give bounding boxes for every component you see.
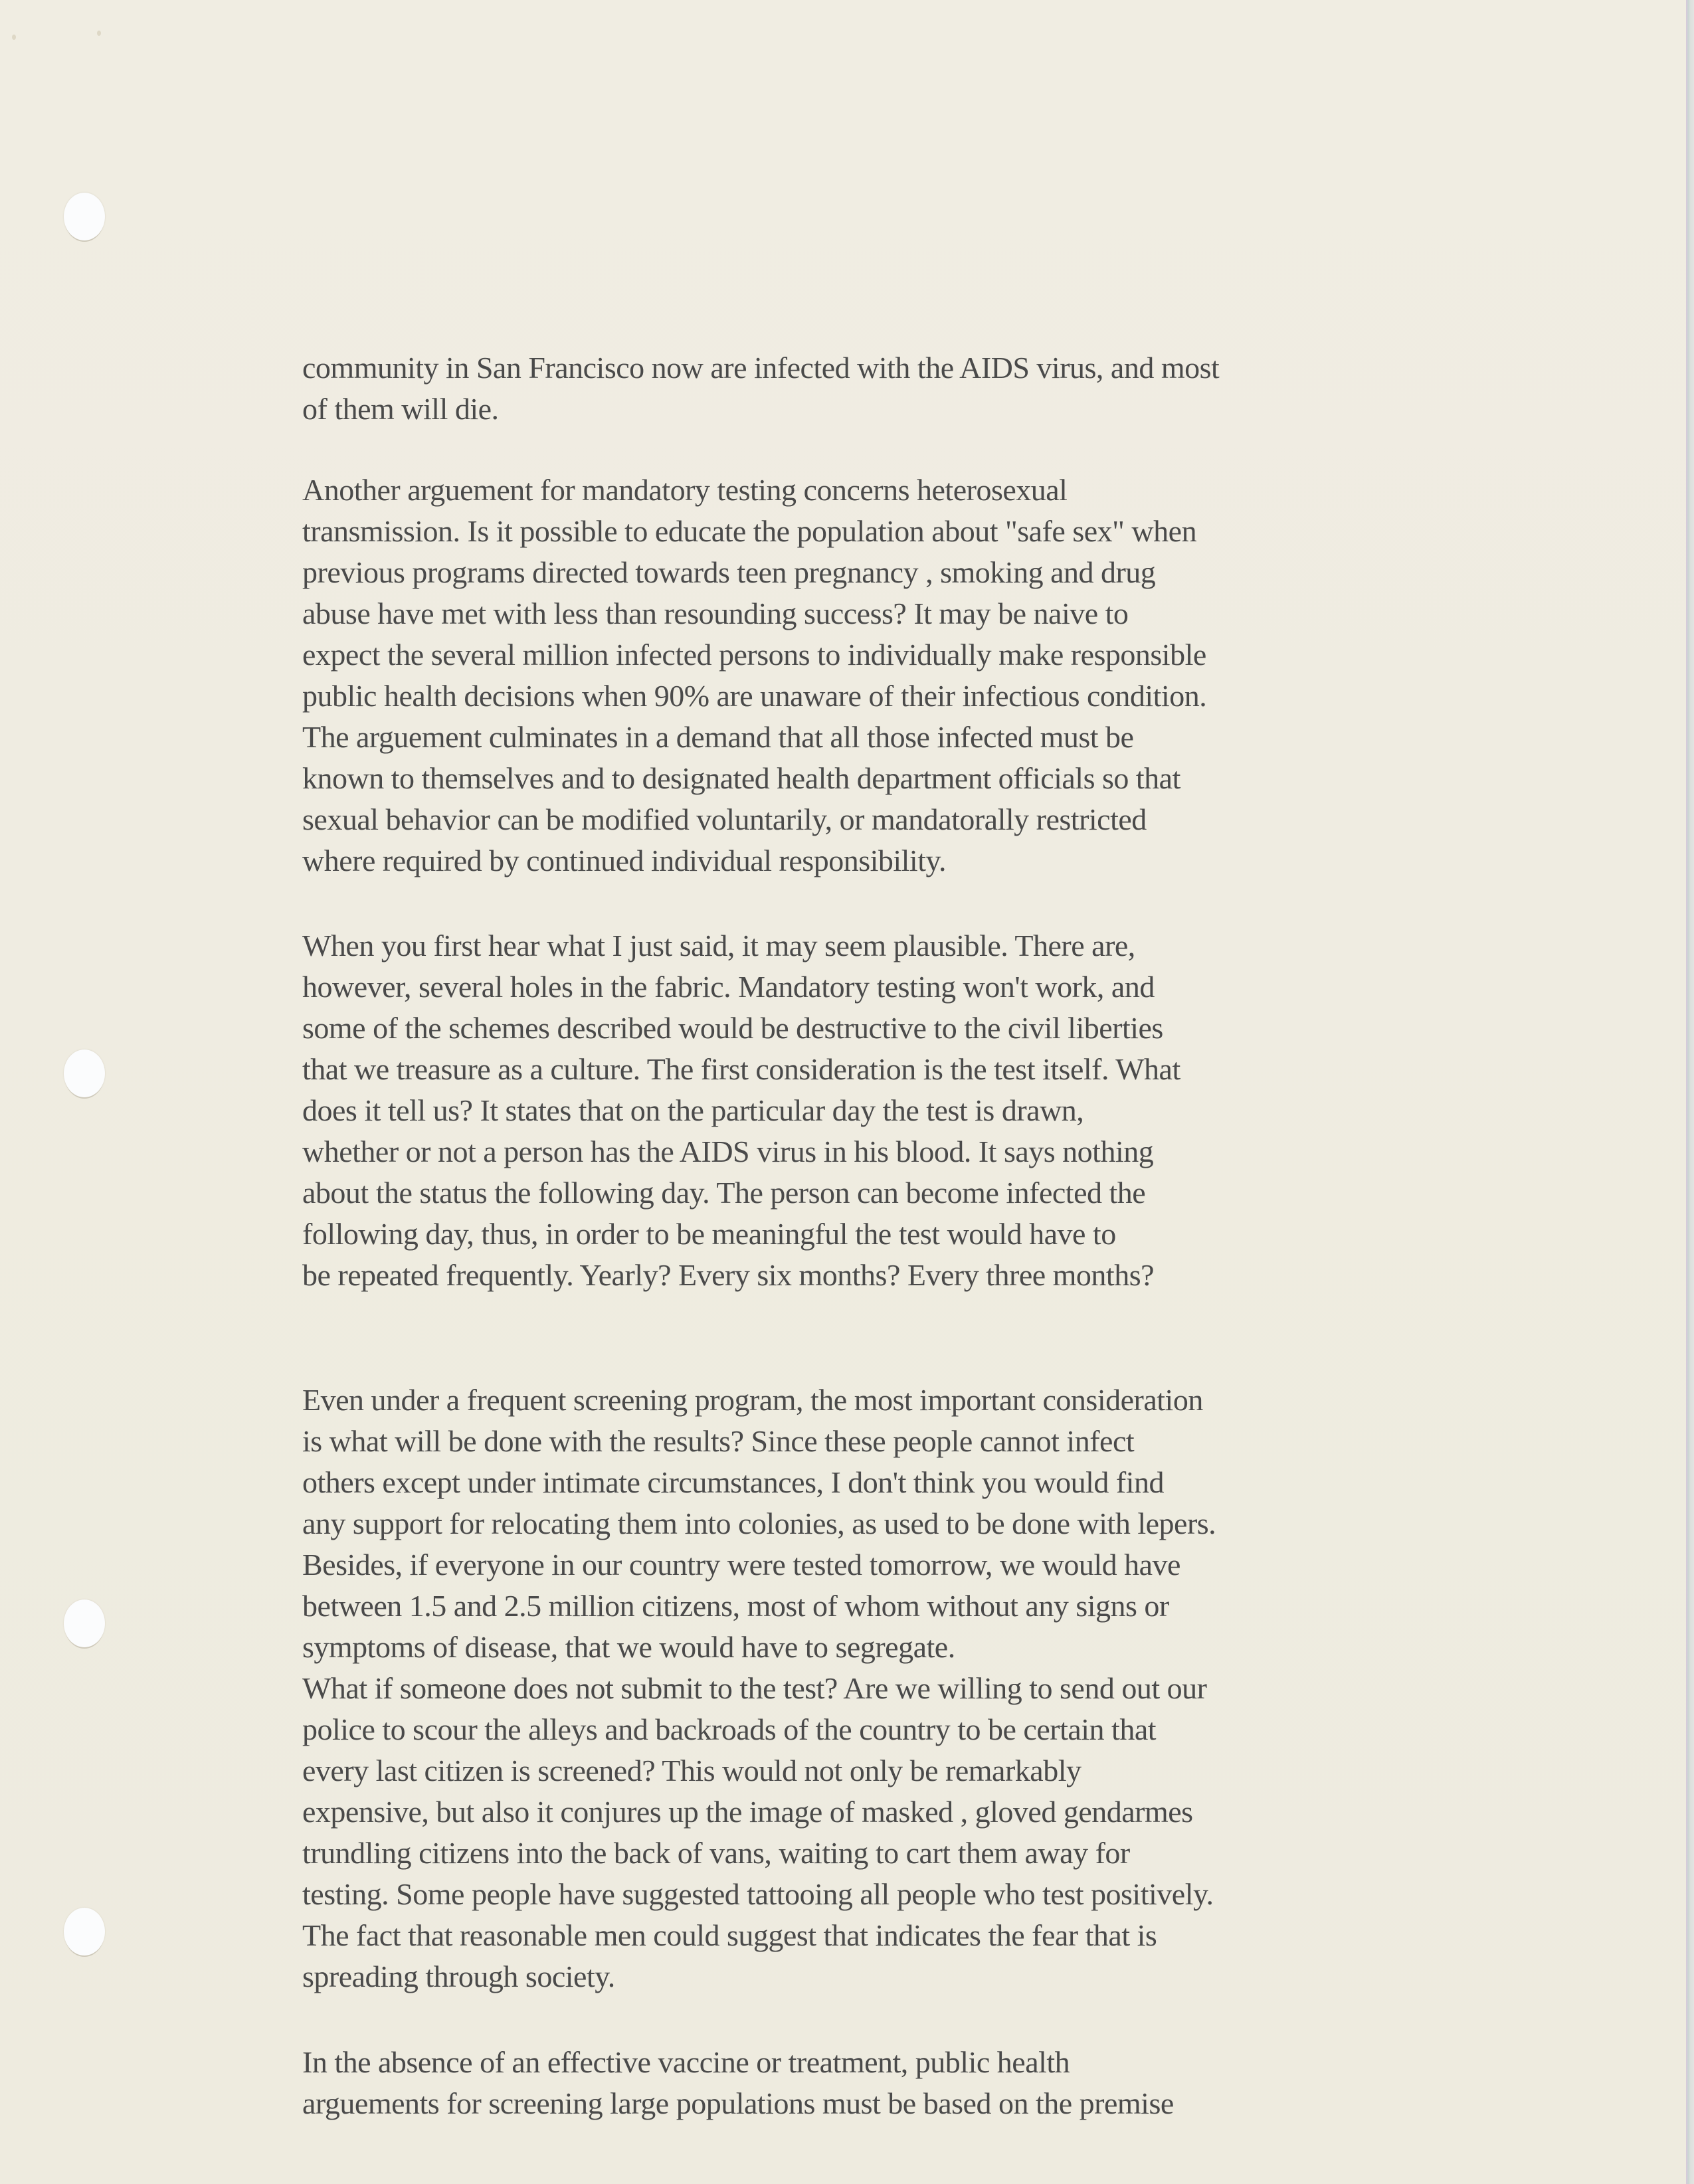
- text-line: The arguement culminates in a demand that all those infected must be: [302, 720, 1134, 754]
- text-line: sexual behavior can be modified voluntarily, or mandatorally restricted: [302, 802, 1147, 836]
- text-line: Another arguement for mandatory testing concerns heterosexual: [302, 473, 1068, 507]
- text-line: between 1.5 and 2.5 million citizens, most of whom without any signs or: [302, 1589, 1169, 1623]
- text-line: where required by continued individual responsibility.: [302, 844, 947, 877]
- text-line: about the status the following day. The person can become infected the: [302, 1176, 1146, 1210]
- text-line: arguements for screening large populations must be based on the premise: [302, 2086, 1174, 2120]
- text-line: Besides, if everyone in our country were tested tomorrow, we would have: [302, 1548, 1180, 1582]
- text-line: transmission. Is it possible to educate the population about "safe sex" when: [302, 514, 1197, 548]
- text-line: known to themselves and to designated health department officials so that: [302, 761, 1180, 795]
- text-line: testing. Some people have suggested tattooing all people who test positively.: [302, 1877, 1214, 1911]
- text-line: be repeated frequently. Yearly? Every six months? Every three months?: [302, 1258, 1155, 1292]
- punch-hole: [64, 1599, 105, 1647]
- text-line: is what will be done with the results? Since these people cannot infect: [302, 1424, 1135, 1458]
- punch-hole: [64, 1049, 105, 1097]
- text-line: symptoms of disease, that we would have to segregate.: [302, 1630, 955, 1664]
- paragraph-5: [302, 2042, 1498, 2124]
- text-line: police to scour the alleys and backroads of the country to be certain that: [302, 1712, 1157, 1746]
- text-line: whether or not a person has the AIDS virus in his blood. It says nothing: [302, 1135, 1154, 1168]
- text-line: that we treasure as a culture. The first consideration is the test itself. What: [302, 1052, 1180, 1086]
- text-line: abuse have met with less than resounding success? It may be naive to: [302, 596, 1129, 630]
- text-line: expensive, but also it conjures up the image of masked , gloved gendarmes: [302, 1795, 1193, 1829]
- text-line: spreading through society.: [302, 1959, 615, 1993]
- page-edge: [1686, 0, 1694, 2184]
- text-line: following day, thus, in order to be meaningful the test would have to: [302, 1217, 1116, 1251]
- paragraph-3: [302, 925, 1498, 1296]
- text-line: others except under intimate circumstances, I don't think you would find: [302, 1465, 1165, 1499]
- text-line: previous programs directed towards teen pregnancy , smoking and drug: [302, 555, 1156, 589]
- text-line: does it tell us? It states that on the particular day the test is drawn,: [302, 1093, 1084, 1127]
- paragraph-1: [302, 347, 1498, 430]
- text-line: expect the several million infected persons to individually make responsible: [302, 638, 1206, 672]
- punch-hole: [64, 193, 105, 240]
- text-line: When you first hear what I just said, it may seem plausible. There are,: [302, 929, 1135, 962]
- punch-hole: [64, 1908, 105, 1956]
- paragraph-2: [302, 470, 1498, 881]
- text-line: every last citizen is screened? This would not only be remarkably: [302, 1754, 1082, 1787]
- paper-speck: [12, 35, 16, 40]
- text-line: Even under a frequent screening program, the most important consideration: [302, 1383, 1203, 1417]
- paper-speck: [97, 31, 101, 36]
- text-line: any support for relocating them into colonies, as used to be done with lepers.: [302, 1506, 1216, 1540]
- text-line: some of the schemes described would be destructive to the civil liberties: [302, 1011, 1163, 1045]
- text-line: In the absence of an effective vaccine or treatment, public health: [302, 2045, 1070, 2079]
- text-line: public health decisions when 90% are unaware of their infectious condition.: [302, 679, 1207, 713]
- text-line: trundling citizens into the back of vans, waiting to cart them away for: [302, 1836, 1130, 1870]
- text-line: of them will die.: [302, 392, 499, 426]
- text-line: What if someone does not submit to the test? Are we willing to send out our: [302, 1671, 1207, 1705]
- text-line: however, several holes in the fabric. Mandatory testing won't work, and: [302, 970, 1155, 1004]
- text-line: The fact that reasonable men could suggest that indicates the fear that is: [302, 1918, 1157, 1952]
- paragraph-4: [302, 1380, 1498, 1997]
- text-line: community in San Francisco now are infected with the AIDS virus, and most: [302, 351, 1220, 385]
